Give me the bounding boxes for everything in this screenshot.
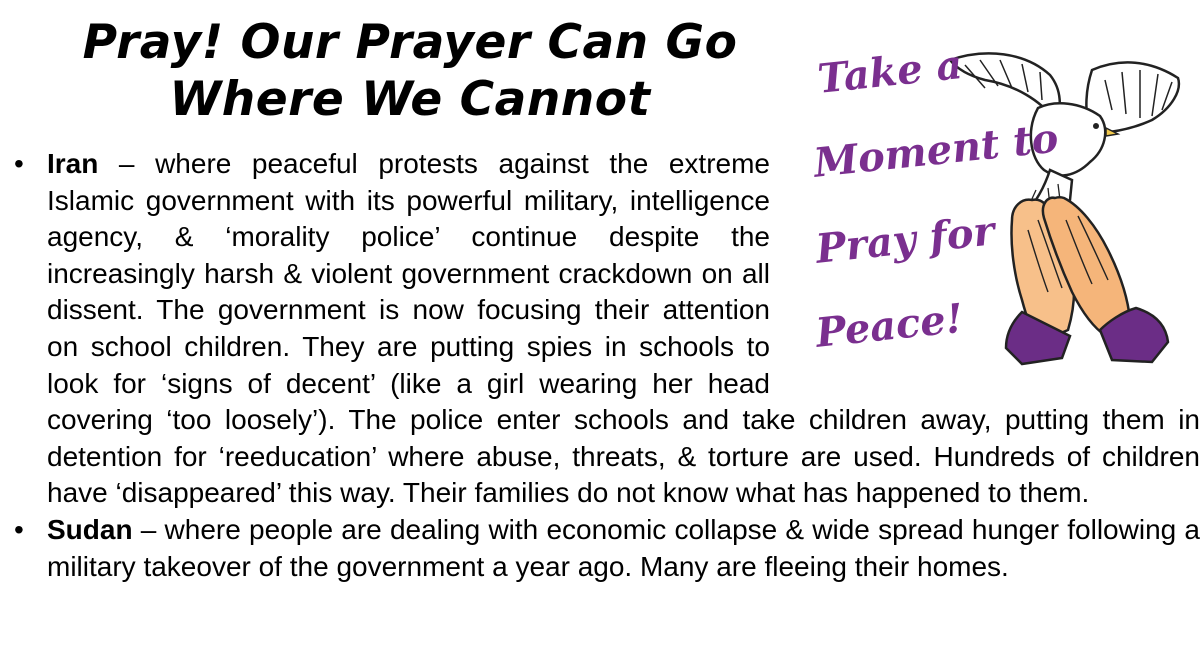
bullet-icon: • xyxy=(14,148,24,179)
art-phrase-line-4: Peace! xyxy=(813,294,966,357)
item-text: where people are dealing with economic collapse & wide spread hunger following a military takeover of the government a year ago. Many are fleeing their homes. xyxy=(47,513,1200,582)
list-item xyxy=(0,512,1200,585)
title-line-1: Pray! Our Prayer Can Go xyxy=(82,15,738,70)
page-title xyxy=(40,14,780,128)
item-text: where peaceful protests against the extreme Islamic government with its powerful military, intelligence agency, & ‘morality police’ continue despite the increasingly harsh & violent government crackdown on all dissent. The government is now focusing their attention on school children. They are putting spies in schools to look for ‘signs of decent’ (like a girl wearing her head covering ‘too loosely’). The police enter schools and take children away, putting them in detention for ‘reeducation’ where abuse, threats, & torture are used. Hundreds of children have ‘disappeared’ this way. Their families do not know what has happened to them. xyxy=(47,148,1200,509)
art-phrase-line-3: Pray for xyxy=(813,207,997,273)
item-separator: – xyxy=(132,513,165,545)
art-phrase-line-1: Take a xyxy=(815,40,965,103)
list-item xyxy=(0,146,1200,512)
item-separator: – xyxy=(98,148,156,179)
title-line-2: Where We Cannot xyxy=(169,72,651,127)
art-phrase-line-2: Moment to xyxy=(811,114,1061,187)
bullet-icon: • xyxy=(14,513,24,545)
item-country: Iran xyxy=(47,148,99,179)
prayer-list xyxy=(0,146,1200,585)
item-country: Sudan xyxy=(47,513,133,545)
